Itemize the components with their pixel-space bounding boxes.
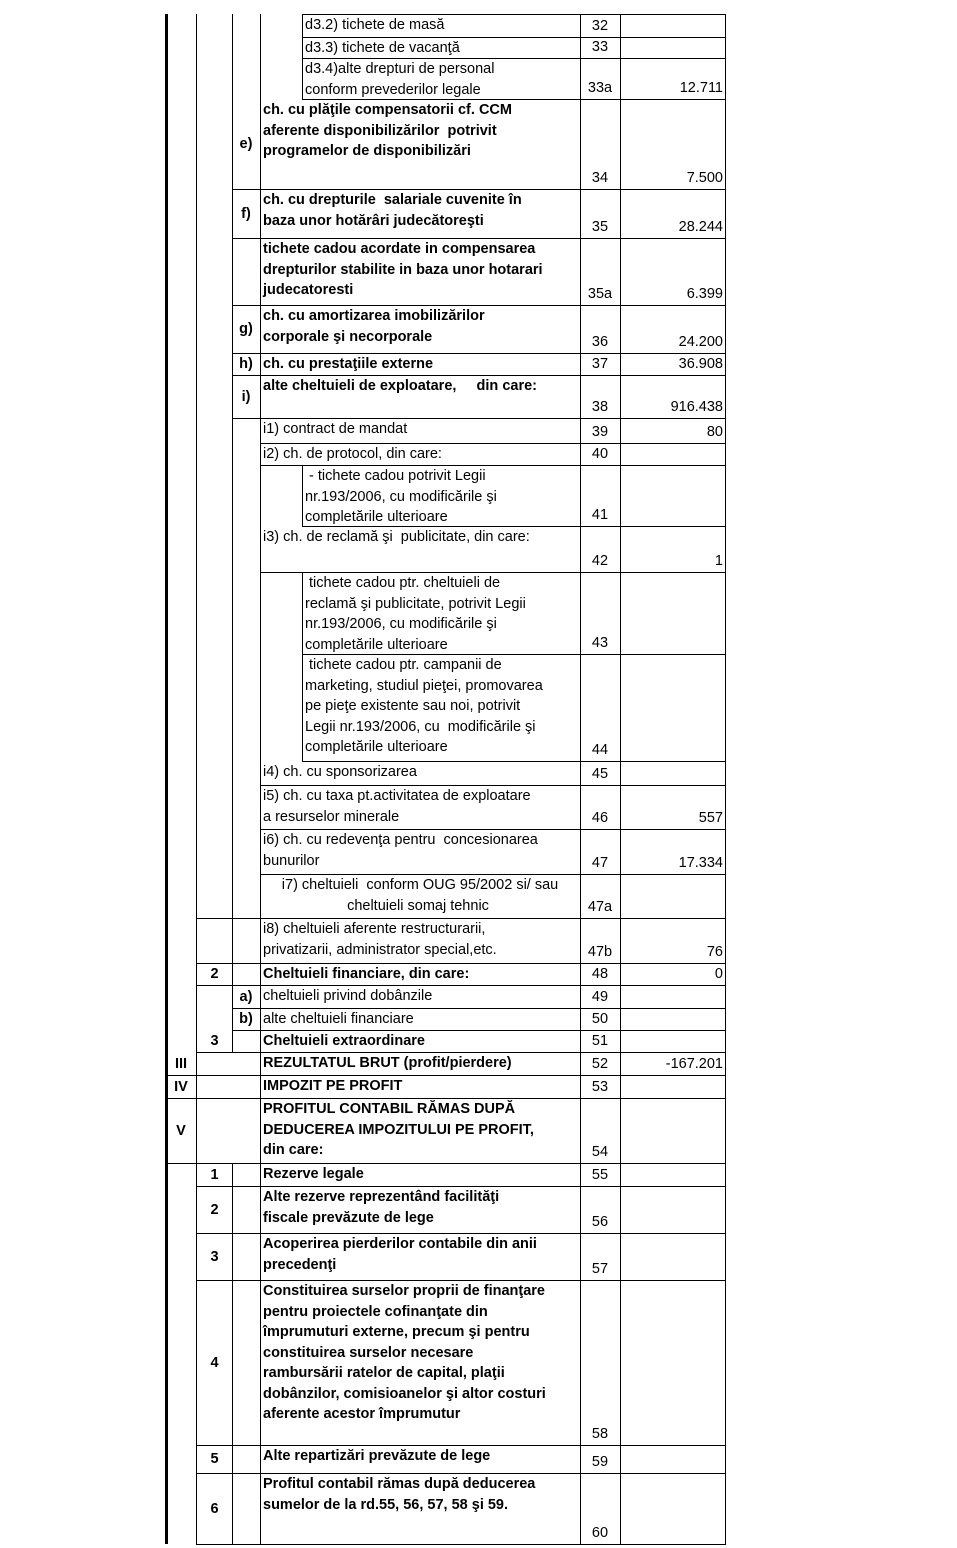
row-number: 49 [591,989,609,1005]
row-letter: a) [239,988,253,1005]
row-number: 59 [591,1454,609,1470]
row-index: 5 [210,1451,219,1467]
row-value: 557 [698,810,723,826]
row-number: 47b [587,944,613,960]
row-index: 3 [210,1248,219,1265]
row-number: 47 [591,855,609,871]
row-value: 76 [706,944,723,960]
row-label: i5) ch. cu taxa pt.activitatea de exploatare a resurselor minerale [263,788,531,825]
row-number: 55 [591,1167,609,1183]
row-index: 6 [210,1500,219,1517]
table-rule [232,1163,233,1544]
row-value: 28.244 [678,219,723,235]
row-number: 45 [591,766,609,782]
row-label: ch. cu amortizarea imobilizărilor corporale şi necorporale [263,308,485,345]
row-letter: b) [239,1011,253,1027]
table-rule [302,465,303,526]
table-rule [165,1163,726,1164]
row-index: 2 [210,966,219,982]
row-label: Alte rezerve reprezentând facilităţi fiscale prevăzute de lege [263,1189,500,1226]
row-value: -167.201 [665,1056,723,1072]
row-label: tichete cadou acordate in compensarea drepturilor stabilite in baza unor hotarari judecatoresti [263,241,543,298]
row-number: 52 [591,1056,609,1072]
row-number: 48 [591,966,609,982]
table-rule [302,58,303,99]
row-label: d3.3) tichete de vacanţă [305,40,460,56]
row-value: 916.438 [670,399,723,415]
row-value: 36.908 [678,356,723,372]
row-label: alte cheltuieli de exploatare, din care: [263,378,537,394]
row-number: 33a [587,80,613,96]
row-number: 60 [591,1525,609,1541]
table-rule [302,14,303,37]
table-rule [165,14,168,1544]
row-number: 41 [591,507,609,523]
row-index: 4 [210,1354,219,1371]
row-number: 43 [591,635,609,651]
row-number: 38 [591,399,609,415]
row-number: 53 [591,1079,609,1095]
table-rule [196,1052,197,1163]
row-label: i8) cheltuieli aferente restructurarii, privatizarii, administrator special,etc. [263,921,497,958]
row-label: PROFITUL CONTABIL RĂMAS DUPĂ DEDUCEREA IMPOZITULUI PE PROFIT, din care: [263,1101,534,1158]
row-label: ch. cu plăţile compensatorii cf. CCM aferente disponibilizărilor potrivit programelor de disponibilizări [263,102,512,159]
row-letter: g) [239,321,253,337]
row-number: 58 [591,1426,609,1442]
row-number: 40 [591,446,609,462]
row-number: 57 [591,1261,609,1277]
row-number: 50 [591,1011,609,1027]
row-letter: i) [241,388,251,405]
row-label: - tichete cadou potrivit Legii nr.193/2006, cu modificările şi completările ulterioare [305,468,497,525]
row-label: Profitul contabil rămas după deducerea sumelor de la rd.55, 56, 57, 58 şi 59. [263,1476,536,1513]
row-label: i4) ch. cu sponsorizarea [263,764,417,780]
row-label: ch. cu prestaţiile externe [263,356,434,372]
row-number: 54 [591,1144,609,1160]
row-index: 3 [210,1033,219,1049]
row-index: 1 [210,1166,219,1183]
row-number: 44 [591,742,609,758]
row-label: i2) ch. de protocol, din care: [263,446,442,462]
table-rule [302,654,303,761]
row-label: alte cheltuieli financiare [263,1011,414,1027]
row-number: 47a [587,899,613,915]
row-label: d3.2) tichete de masă [305,17,445,33]
row-label: Rezerve legale [263,1166,364,1182]
row-label: Constituirea surselor proprii de finanţare pentru proiectele cofinanţate din împrumuturi externe, precum şi pentru constituirea surselor necesare rambursării ratelor de capital, plaţii dobânzilor, comisioanelor şi altor costuri aferente acestor împrumutur [263,1283,546,1422]
row-number: 37 [591,356,609,372]
roman-numeral: V [176,1122,186,1139]
row-number: 42 [591,553,609,569]
row-number: 35a [587,286,613,302]
row-label: Alte repartizări prevăzute de lege [263,1448,491,1464]
row-number: 35 [591,219,609,235]
roman-numeral: IV [174,1078,188,1095]
row-label: i7) cheltuieli conform OUG 95/2002 si/ sau cheltuieli somaj tehnic [281,877,559,914]
row-label: Cheltuieli financiare, din care: [263,966,470,982]
row-label: Acoperirea pierderilor contabile din anii precedenţi [263,1236,537,1273]
row-label: tichete cadou ptr. campanii de marketing, studiul pieţei, promovarea pe pieţe existente sau noi, potrivit Legii nr.193/2006, cu modificările şi completările ulterioare [305,657,543,755]
row-label: i1) contract de mandat [263,421,408,437]
row-index: 2 [210,1201,219,1218]
table-rule [232,14,233,1052]
row-letter: e) [239,136,253,152]
row-label: Cheltuieli extraordinare [263,1033,425,1049]
row-value: 1 [714,553,723,569]
row-label: REZULTATUL BRUT (profit/pierdere) [263,1055,512,1071]
row-label: i6) ch. cu redevenţa pentru concesionarea bunurilor [263,832,538,869]
row-label: tichete cadou ptr. cheltuieli de reclamă şi publicitate, potrivit Legii nr.193/2006, cu modificările şi completările ulterioare [305,575,526,653]
row-number: 51 [591,1033,609,1049]
row-letter: h) [239,356,253,372]
table-rule [196,14,197,1544]
row-number: 34 [591,170,609,186]
row-label: ch. cu drepturile salariale cuvenite în baza unor hotărâri judecătoreşti [263,192,522,229]
row-label: IMPOZIT PE PROFIT [263,1078,403,1094]
roman-numeral: III [174,1055,188,1072]
row-number: 56 [591,1214,609,1230]
table-rule [725,14,726,1544]
row-value: 6.399 [686,286,723,302]
row-value: 7.500 [686,170,723,186]
row-value: 24.200 [678,334,723,350]
row-value: 0 [714,966,723,982]
row-value: 80 [706,424,723,440]
row-label: d3.4)alte drepturi de personal conform prevederilor legale [305,61,495,98]
row-label: cheltuieli privind dobânzile [263,988,433,1004]
row-value: 17.334 [678,855,723,871]
row-number: 39 [591,424,609,440]
row-number: 36 [591,334,609,350]
table-rule [302,572,303,654]
table-rule [260,14,261,1544]
table-rule [196,1544,726,1545]
table-rule [302,37,303,58]
row-number: 33 [591,39,609,55]
table-rule [620,14,621,1544]
row-letter: f) [241,205,251,222]
row-number: 46 [591,810,609,826]
row-label: i3) ch. de reclamă şi publicitate, din care: [263,529,530,545]
table-rule [165,1075,726,1076]
row-value: 12.711 [679,80,723,96]
row-number: 32 [591,18,609,34]
